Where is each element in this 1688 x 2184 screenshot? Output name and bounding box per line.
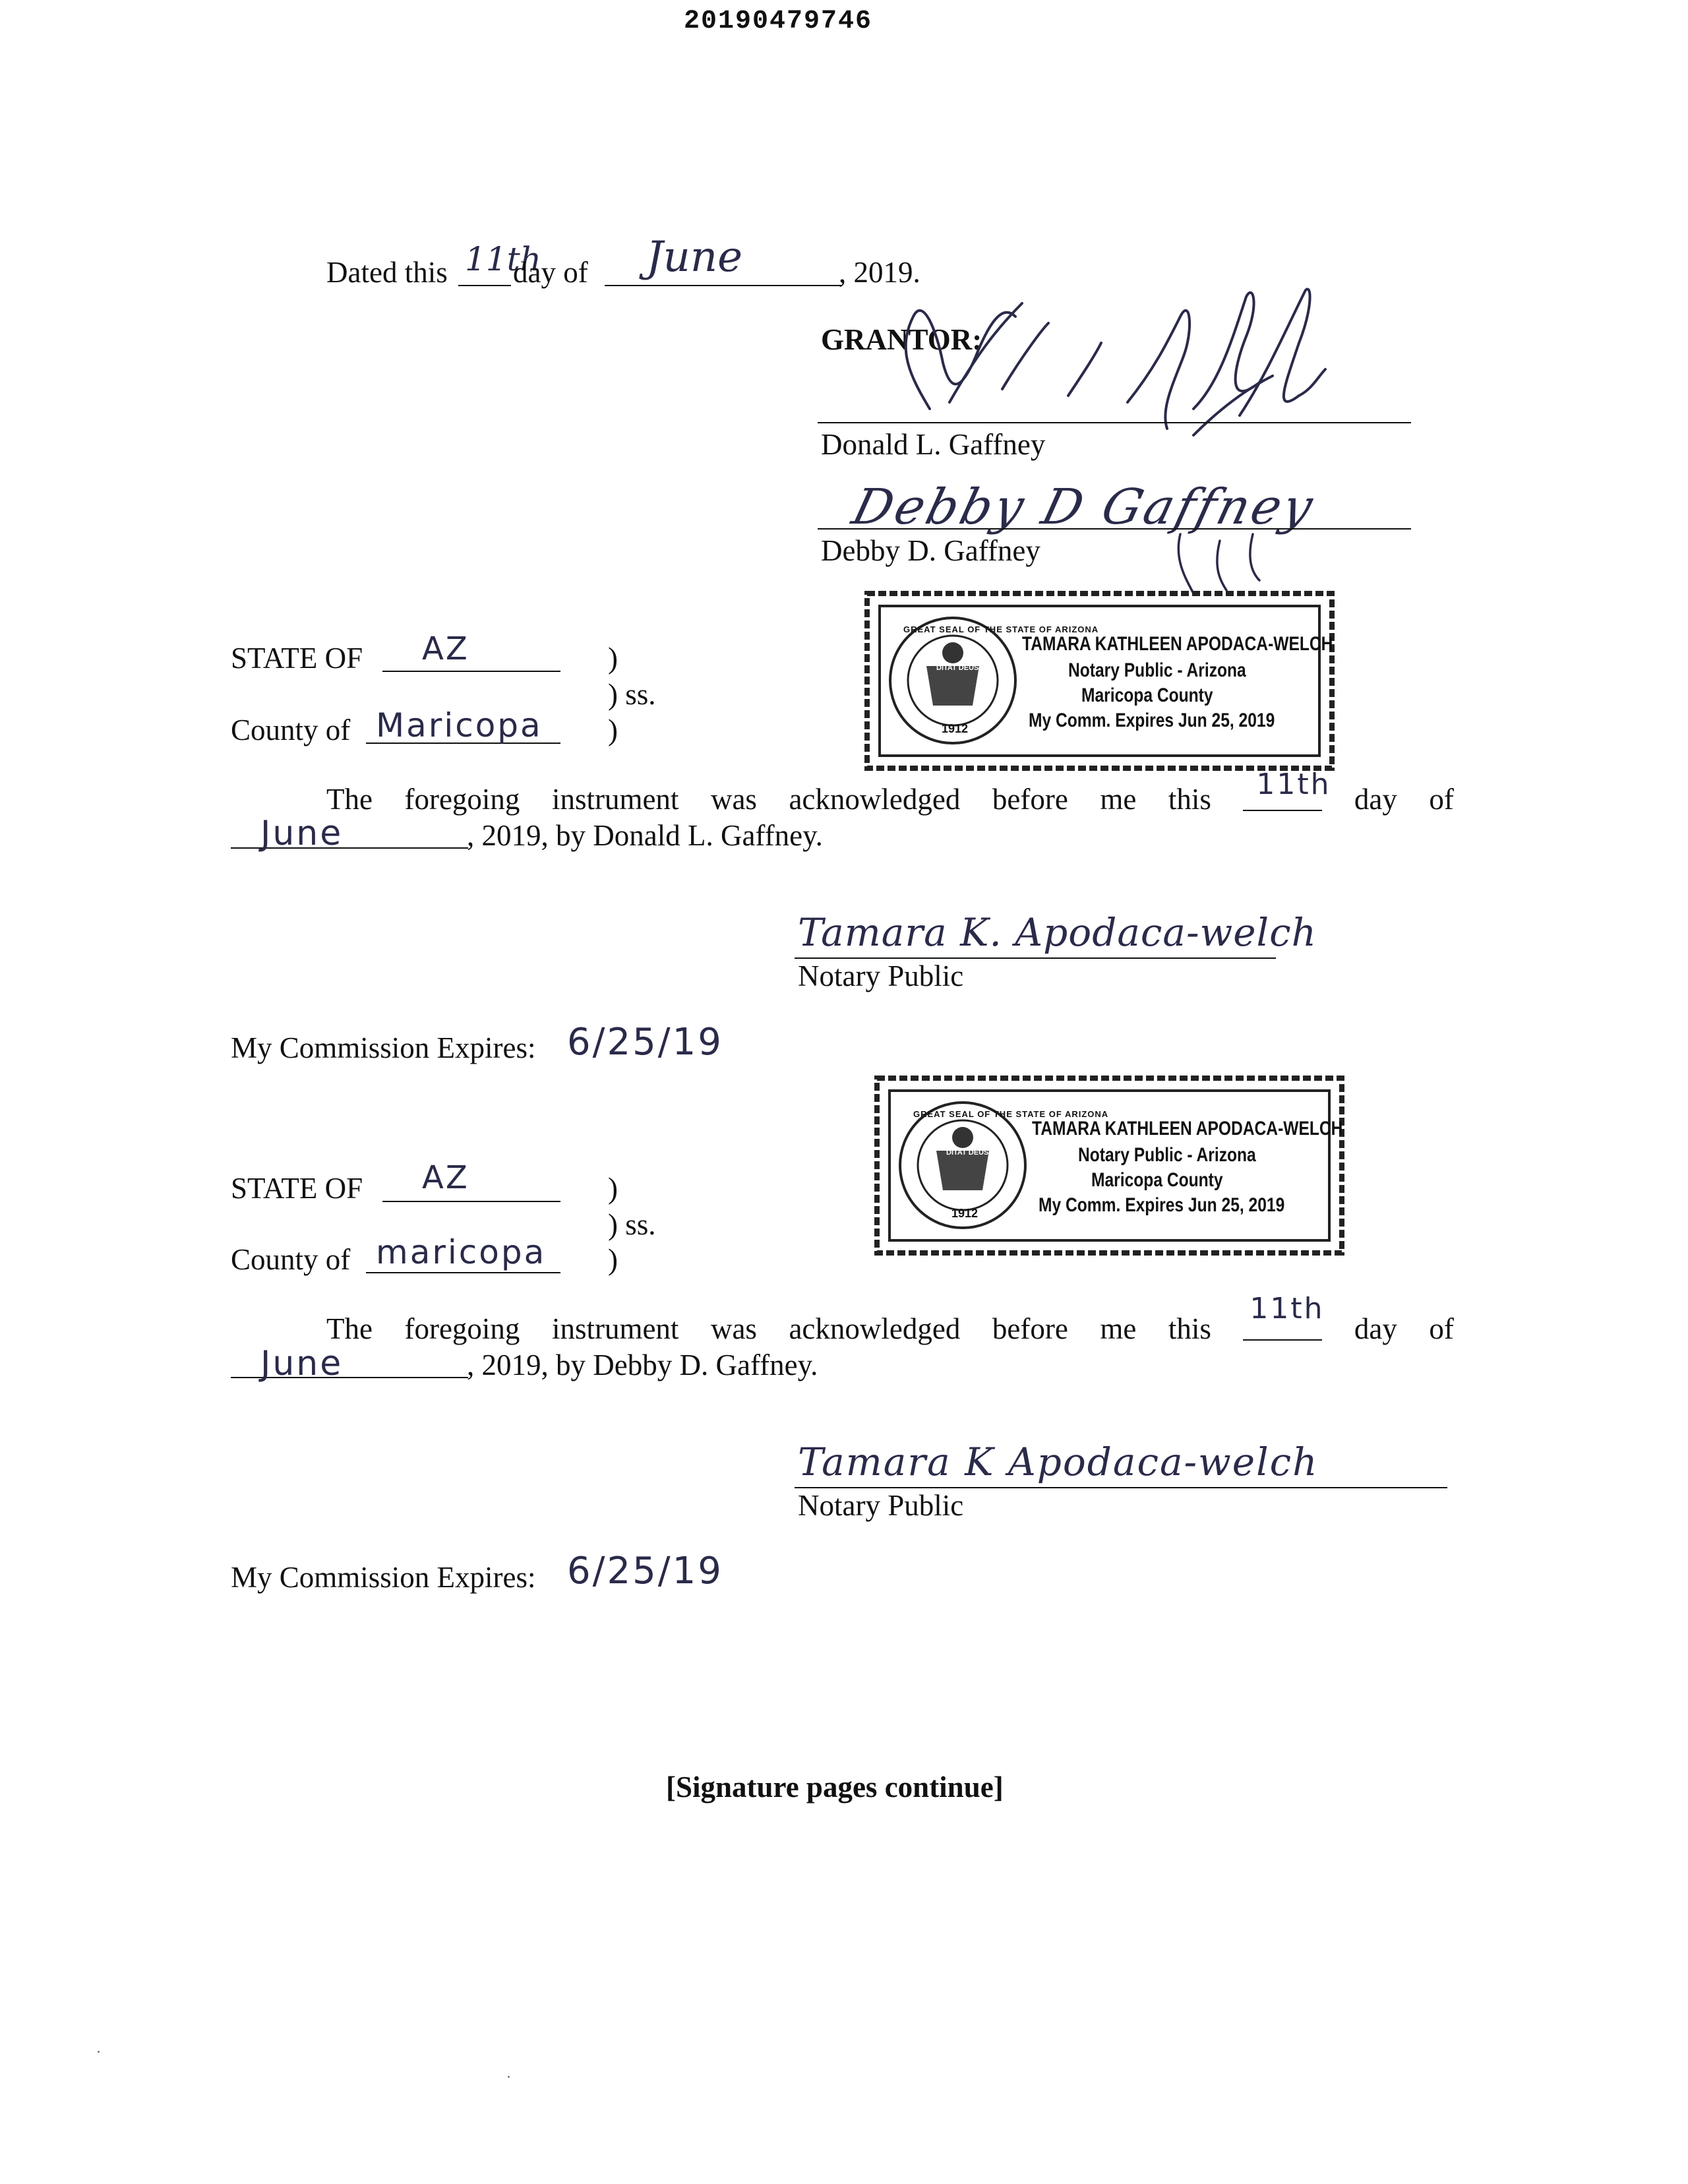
ack2-paren-1: ) bbox=[608, 1172, 618, 1205]
ack1-county-value: Maricopa bbox=[376, 706, 543, 744]
ack2-commission-value: 6/25/19 bbox=[567, 1550, 723, 1592]
ack1-word: before bbox=[992, 783, 1068, 816]
ack2-notary-signature: Tamara K Apodaca-welch bbox=[798, 1440, 1319, 1484]
ack1-word: foregoing bbox=[404, 783, 520, 816]
ack1-sentence-line1 bbox=[326, 768, 1454, 816]
dated-day-handwritten: 11th bbox=[465, 240, 541, 278]
ack1-state-label: STATE OF bbox=[231, 642, 363, 675]
ack2-sentence-end: , 2019, by Debby D. Gaffney. bbox=[467, 1349, 818, 1381]
scan-speck bbox=[508, 2076, 510, 2078]
stamp2-name: TAMARA KATHLEEN APODACA-WELCH bbox=[1032, 1118, 1343, 1139]
ack2-ss: ) ss. bbox=[608, 1208, 656, 1241]
debby-signature: Debby D Gaffney bbox=[847, 479, 1321, 535]
ack2-word: was bbox=[710, 1312, 757, 1345]
ack2-word: instrument bbox=[551, 1312, 679, 1345]
stamp2-seal-motto: DITAT DEUS bbox=[946, 1149, 989, 1157]
dated-prefix: Dated this bbox=[326, 256, 448, 289]
ack1-word: me bbox=[1100, 783, 1137, 816]
stamp1-expires: My Comm. Expires Jun 25, 2019 bbox=[1029, 710, 1275, 731]
ack2-word: The bbox=[326, 1312, 373, 1345]
ack1-commission-value: 6/25/19 bbox=[567, 1021, 723, 1064]
stamp2-county: Maricopa County bbox=[1091, 1169, 1223, 1191]
ack1-paren-1: ) bbox=[608, 642, 618, 675]
ack1-county-label: County of bbox=[231, 713, 351, 746]
stamp1-seal-motto: DITAT DEUS bbox=[936, 664, 979, 672]
signer1-name: Donald L. Gaffney bbox=[821, 428, 1046, 461]
ack2-state-label: STATE OF bbox=[231, 1172, 363, 1205]
ack2-state-value: AZ bbox=[422, 1159, 469, 1196]
ack2-notary-label: Notary Public bbox=[798, 1489, 964, 1522]
ack1-word: this bbox=[1168, 783, 1211, 816]
stamp2-seal-ring-text: GREAT SEAL OF THE STATE OF ARIZONA bbox=[913, 1109, 1109, 1119]
ack1-of-word: of bbox=[1429, 783, 1454, 816]
ack2-day-word: day bbox=[1354, 1312, 1397, 1345]
ack2-paren-2: ) bbox=[608, 1243, 618, 1276]
document-number: 20190479746 bbox=[684, 7, 873, 36]
ack2-county-label: County of bbox=[231, 1243, 351, 1276]
grantor-heading: GRANTOR: bbox=[821, 323, 982, 356]
dated-suffix: , 2019. bbox=[839, 256, 920, 289]
ack1-notary-label: Notary Public bbox=[798, 959, 964, 992]
ack2-county-value: maricopa bbox=[376, 1233, 547, 1271]
ack1-word: acknowledged bbox=[789, 783, 961, 816]
scan-speck bbox=[98, 2051, 100, 2053]
ack2-day-handwritten: 11th bbox=[1250, 1292, 1325, 1325]
stamp2-seal-year: 1912 bbox=[951, 1207, 979, 1220]
ack1-word: instrument bbox=[551, 783, 679, 816]
ack2-word: foregoing bbox=[404, 1312, 520, 1345]
stamp1-county: Maricopa County bbox=[1081, 684, 1213, 706]
notary-stamp-1 bbox=[864, 590, 1335, 772]
ack2-word: acknowledged bbox=[789, 1312, 961, 1345]
ack1-word: was bbox=[710, 783, 757, 816]
ack1-commission-label: My Commission Expires: bbox=[231, 1031, 536, 1064]
dated-month-handwritten: June bbox=[646, 233, 742, 282]
stamp1-title: Notary Public - Arizona bbox=[1068, 659, 1246, 681]
signer2-name: Debby D. Gaffney bbox=[821, 534, 1040, 567]
ack1-sentence-end: , 2019, by Donald L. Gaffney. bbox=[467, 819, 823, 852]
ack1-state-value: AZ bbox=[422, 630, 469, 667]
ack1-notary-signature: Tamara K. Apodaca-welch bbox=[798, 910, 1317, 955]
ack2-word: me bbox=[1100, 1312, 1137, 1345]
ack2-word: before bbox=[992, 1312, 1068, 1345]
stamp1-seal-ring-text: GREAT SEAL OF THE STATE OF ARIZONA bbox=[903, 624, 1099, 634]
ack1-word: The bbox=[326, 783, 373, 816]
stamp2-title: Notary Public - Arizona bbox=[1078, 1144, 1256, 1166]
stamp1-seal-year: 1912 bbox=[942, 722, 969, 735]
debby-signature-flourish bbox=[1174, 528, 1279, 600]
ack1-day-handwritten: 11th bbox=[1256, 768, 1331, 801]
ack1-ss: ) ss. bbox=[608, 678, 656, 711]
stamp2-expires: My Comm. Expires Jun 25, 2019 bbox=[1039, 1194, 1285, 1216]
donald-signature-image bbox=[851, 277, 1391, 435]
ack2-month-handwritten: June bbox=[260, 1344, 344, 1383]
ack1-month-handwritten: June bbox=[260, 814, 344, 853]
ack1-day-word: day bbox=[1354, 783, 1397, 816]
ack2-of-word: of bbox=[1429, 1312, 1454, 1345]
ack2-commission-label: My Commission Expires: bbox=[231, 1561, 536, 1594]
notary-stamp-2 bbox=[874, 1075, 1345, 1256]
stamp1-name: TAMARA KATHLEEN APODACA-WELCH bbox=[1022, 633, 1333, 655]
dated-mid: day of bbox=[513, 256, 588, 289]
signature-pages-continue-note: [Signature pages continue] bbox=[666, 1771, 1004, 1804]
ack1-paren-2: ) bbox=[608, 713, 618, 746]
ack2-sentence-line1 bbox=[326, 1292, 1454, 1345]
ack2-word: this bbox=[1168, 1312, 1211, 1345]
